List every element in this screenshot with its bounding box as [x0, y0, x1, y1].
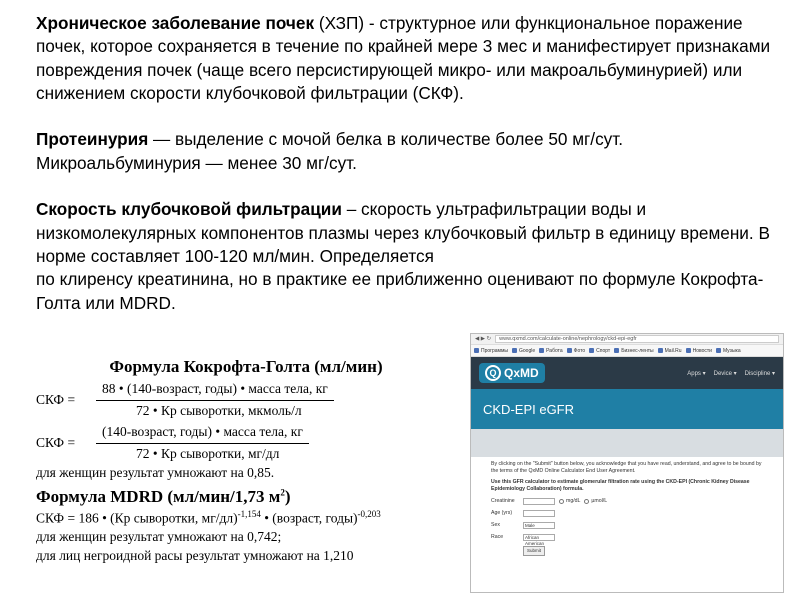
proteinuria-def-text: — выделение с мочой белка в количестве более 50 мг/сут.	[148, 129, 623, 150]
nav-arrows-icon: ◀ ▶ ↻	[475, 336, 492, 342]
radio-icon	[559, 499, 564, 504]
bookmark-icon	[658, 348, 663, 353]
bookmark-icon	[614, 348, 619, 353]
bookmark-icon	[539, 348, 544, 353]
women-cg-note: для женщин результат умножают на 0,85.	[36, 464, 275, 480]
cg-formula-1	[36, 381, 436, 420]
creatinine-input[interactable]	[523, 498, 555, 505]
lhs-label: СКФ =	[36, 434, 76, 450]
nav-discipline[interactable]: Discipline ▾	[744, 370, 775, 377]
cg2-denominator: 72 • Кр сыворотки, мг/дл	[136, 445, 280, 461]
microalbuminuria-line: Микроальбуминурия — менее 30 мг/сут.	[36, 152, 357, 173]
calculator-body	[471, 457, 783, 560]
proteinuria-definition	[36, 128, 776, 151]
race-row	[491, 534, 763, 547]
cg2-numerator: (140-возраст, годы) • масса тела, кг	[96, 424, 309, 444]
nav-apps[interactable]: Apps ▾	[687, 370, 706, 377]
mdrd-title: Формула MDRD (мл/мин/1,73 $м^2$)	[36, 486, 291, 506]
q-logo-icon: Q	[485, 365, 501, 381]
mdrd-formula: СКФ = 186 • (Кр сыворотки, мг/дл)$^{-1,154}$ • (возраст, годы)$^{-0,203}$	[36, 508, 381, 526]
bookmark-item[interactable]: Спорт	[589, 348, 610, 354]
url-field[interactable]: www.qxmd.com/calculate-online/nephrology/ckd-epi-egfr	[495, 335, 779, 343]
cg1-denominator: 72 • Кр сыворотки, мкмоль/л	[136, 403, 302, 419]
creatinine-label: Creatinine	[491, 498, 515, 505]
age-label: Age (yrs)	[491, 510, 513, 517]
ckd-term: Хроническое заболевание почек	[36, 13, 315, 33]
formulas-image	[36, 356, 436, 565]
main-text	[36, 12, 776, 315]
nav-device[interactable]: Device ▾	[713, 370, 737, 377]
qxmd-header	[471, 357, 783, 389]
gfr-def-text: – скорость ультрафильтрации воды и низкомолекулярных компонентов плазмы через клубочковый фильтр в единицу времени. В норме составляет 100-120 мл/мин. Определяется	[36, 199, 770, 266]
cg-formula-2	[36, 424, 436, 463]
gfr-definition	[36, 198, 776, 268]
age-input[interactable]	[523, 510, 555, 517]
bookmark-icon	[567, 348, 572, 353]
bookmark-icon	[716, 348, 721, 353]
race-label: Race	[491, 534, 504, 541]
lhs-label: СКФ =	[36, 392, 76, 408]
gray-band	[471, 429, 783, 457]
qxmd-nav	[687, 370, 775, 377]
unit-mgdl-radio[interactable]: mg/dL	[559, 498, 580, 505]
sex-label: Sex	[491, 522, 500, 529]
submit-button[interactable]: Submit	[523, 546, 545, 556]
women-mdrd-note: для женщин результат умножают на 0,742;	[36, 529, 282, 545]
bookmark-item[interactable]: Работа	[539, 348, 563, 354]
sex-select[interactable]: Male	[523, 522, 555, 529]
bookmark-icon	[686, 348, 691, 353]
ckd-definition	[36, 12, 776, 105]
browser-screenshot	[470, 333, 784, 593]
bookmark-icon	[589, 348, 594, 353]
unit-umol-radio[interactable]: µmol/L	[584, 498, 607, 505]
qxmd-logo[interactable]: Q QxMD	[479, 363, 545, 383]
creatinine-row	[491, 498, 763, 505]
proteinuria-term: Протеинурия	[36, 129, 149, 150]
bookmark-item[interactable]: Музыка	[716, 348, 741, 354]
race-select[interactable]: African American	[523, 534, 555, 541]
disclaimer: By clicking on the "Submit" button below, you acknowledge that you have read, understand, and agree to be bound by the terms of the QxMD Online Calculator End User Agreement.	[491, 461, 762, 475]
sex-row	[491, 522, 763, 529]
instructions: Use this GFR calculator to estimate glomerular filtration rate using the CKD-EPI (Chronic Kidney Disease Epidemiology Collaboration) formula.	[491, 479, 750, 493]
bookmark-icon	[512, 348, 517, 353]
ckd-def-text: (ХЗП) - структурное или функциональное поражение почек, которое сохраняется в течение по крайней мере 3 мес и манифестирует признаками повреждения почек (чаще всего персистирующей микро- или макроальбуминурией) или снижением скорости клубочковой фильтрации (СКФ).	[36, 13, 771, 103]
black-mdrd-note: для лиц негроидной расы результат умножают на 1,210	[36, 548, 354, 564]
bookmark-item[interactable]: Бизнес-ленты	[614, 348, 653, 354]
bookmark-item[interactable]: Фото	[567, 348, 586, 354]
age-row	[491, 510, 763, 517]
cg-title: Формула Кокрофта-Голта (мл/мин)	[109, 357, 383, 376]
bookmark-icon	[474, 348, 479, 353]
calculator-title: CKD-EPI eGFR	[471, 389, 783, 429]
gfr-line2: по клиренсу креатинина, но в практике ее приближенно оценивают по формуле Кокрофта-Голта или MDRD.	[36, 269, 764, 313]
bookmark-item[interactable]: Mail.Ru	[658, 348, 682, 354]
bookmarks-bar	[471, 345, 783, 357]
address-bar	[471, 334, 783, 345]
bookmark-item[interactable]: Новости	[686, 348, 712, 354]
bookmark-item[interactable]: Программы	[474, 348, 508, 354]
bookmark-item[interactable]: Google	[512, 348, 535, 354]
cg1-numerator: 88 • (140-возраст, годы) • масса тела, кг	[96, 381, 334, 401]
gfr-term: Скорость клубочковой фильтрации	[36, 199, 342, 220]
radio-icon	[584, 499, 589, 504]
